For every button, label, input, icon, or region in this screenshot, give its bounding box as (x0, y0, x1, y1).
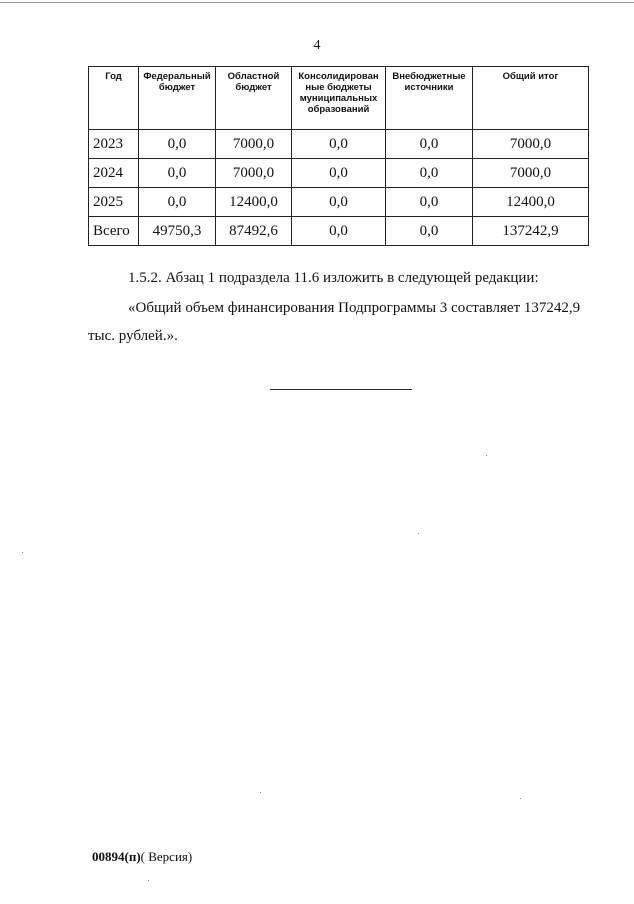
table-cell: 2025 (89, 188, 139, 217)
table-cell: 137242,9 (473, 217, 589, 246)
table-cell: 2023 (89, 130, 139, 159)
table-cell: 0,0 (292, 188, 386, 217)
table-cell: 0,0 (292, 159, 386, 188)
financing-table (88, 66, 589, 246)
table-cell: 7000,0 (473, 159, 589, 188)
end-of-text-divider (270, 389, 412, 390)
table-cell: 7000,0 (216, 159, 292, 188)
table-cell: 2024 (89, 159, 139, 188)
document-version: ( Версия) (140, 849, 193, 864)
paragraph-amendment-instruction: 1.5.2. Абзац 1 подраздела 11.6 изложить в следующей редакции: (128, 270, 539, 286)
table-row (89, 130, 589, 159)
scan-speck (520, 798, 521, 799)
table-cell: 0,0 (386, 159, 473, 188)
table-cell: 0,0 (139, 188, 216, 217)
table-cell: Всего (89, 217, 139, 246)
table-row-total (89, 217, 589, 246)
document-footer (92, 849, 192, 865)
table-cell: 7000,0 (473, 130, 589, 159)
scan-speck (260, 792, 261, 793)
header-year: Год (89, 67, 139, 130)
table-cell: 0,0 (292, 130, 386, 159)
scan-speck (418, 533, 419, 534)
paragraph-quoted-text-line2: тыс. рублей.». (88, 328, 178, 344)
header-municipal-budgets: Консолидирован ные бюджеты муниципальных образований (292, 67, 386, 130)
header-regional-budget: Областной бюджет (216, 67, 292, 130)
table-cell: 0,0 (386, 130, 473, 159)
table-cell: 12400,0 (473, 188, 589, 217)
header-extrabudgetary-sources: Внебюджетные источники (386, 67, 473, 130)
table-cell: 7000,0 (216, 130, 292, 159)
scan-speck (148, 880, 149, 881)
table-header-row (89, 67, 589, 130)
table-cell: 49750,3 (139, 217, 216, 246)
table-cell: 0,0 (386, 188, 473, 217)
header-federal-budget: Федеральный бюджет (139, 67, 216, 130)
table-cell: 87492,6 (216, 217, 292, 246)
scan-speck (486, 455, 487, 456)
paragraph-quoted-text-line1: «Общий объем финансирования Подпрограммы 3 составляет 137242,9 (128, 300, 581, 316)
page-number: 4 (313, 38, 321, 53)
document-code: 00894(п) (92, 849, 141, 864)
top-edge-line (0, 2, 634, 3)
header-grand-total: Общий итог (473, 67, 589, 130)
table-row (89, 159, 589, 188)
table-cell: 0,0 (386, 217, 473, 246)
table-cell: 12400,0 (216, 188, 292, 217)
table-cell: 0,0 (139, 130, 216, 159)
table-cell: 0,0 (139, 159, 216, 188)
table-row (89, 188, 589, 217)
table-cell: 0,0 (292, 217, 386, 246)
scan-speck (22, 552, 23, 553)
